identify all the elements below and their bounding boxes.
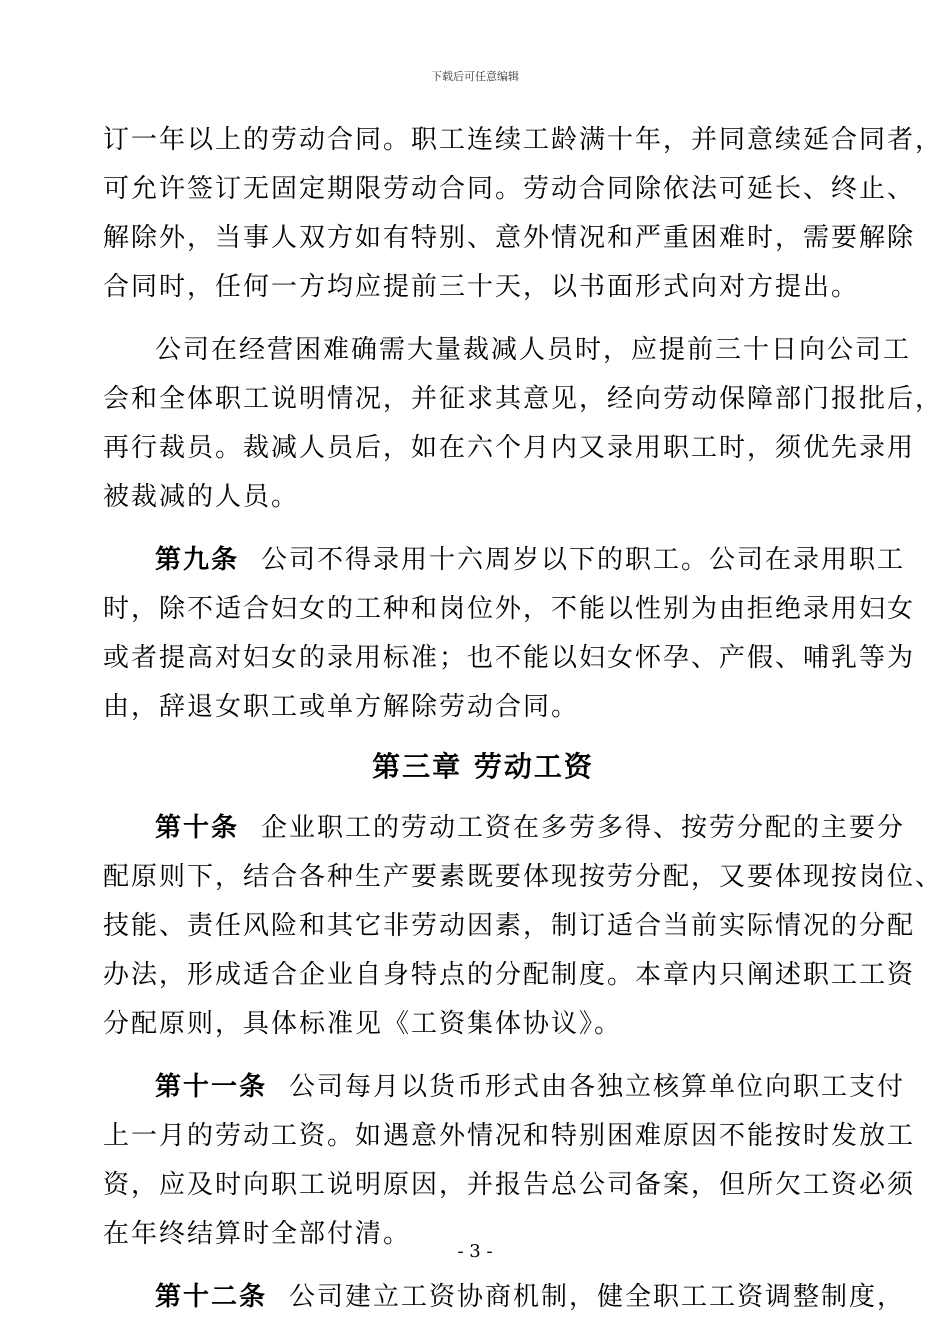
article-label: 第九条 — [155, 545, 240, 575]
article-label: 第十一条 — [155, 1072, 268, 1102]
text-line: 或者提高对妇女的录用标准；也不能以妇女怀孕、产假、哺乳等为 — [103, 643, 916, 673]
article-9 — [103, 536, 916, 732]
document-body — [103, 116, 944, 1322]
text-line: 公司在经营困难确需大量裁减人员时，应提前三十日向公司工 — [155, 335, 912, 365]
text-line: 被裁减的人员。 — [103, 482, 300, 512]
article-11 — [103, 1063, 916, 1259]
text-line — [103, 1063, 906, 1112]
text-line: 可允许签订无固定期限劳动合同。劳动合同除依法可延长、终止、 — [103, 174, 916, 204]
article-label: 第十二条 — [155, 1282, 268, 1312]
paragraph — [103, 116, 944, 312]
article-10 — [103, 804, 944, 1049]
text-line: 办法，形成适合企业自身特点的分配制度。本章内只阐述职工工资 — [103, 960, 916, 990]
text-line: 上一月的劳动工资。如遇意外情况和特别困难原因不能按时发放工 — [103, 1121, 916, 1151]
header-note: 下载后可任意编辑 — [431, 70, 519, 83]
text-line: 由，辞退女职工或单方解除劳动合同。 — [103, 692, 580, 722]
text-line: 时，除不适合妇女的工种和岗位外，不能以性别为由拒绝录用妇女 — [103, 594, 916, 624]
page-number: - 3 - — [457, 1241, 493, 1262]
article-text: 公司建立工资协商机制，健全职工工资调整制度， — [289, 1282, 906, 1312]
text-line: 再行裁员。裁减人员后，如在六个月内又录用职工时，须优先录用 — [103, 433, 916, 463]
text-line — [103, 1273, 906, 1322]
text-line: 合同时，任何一方均应提前三十天，以书面形式向对方提出。 — [103, 272, 860, 302]
article-text: 公司每月以货币形式由各独立核算单位向职工支付 — [289, 1072, 906, 1102]
text-line: 解除外，当事人双方如有特别、意外情况和严重困难时，需要解除 — [103, 223, 916, 253]
text-line: 在年终结算时全部付清。 — [103, 1219, 412, 1249]
article-text: 企业职工的劳动工资在多劳多得、按劳分配的主要分 — [261, 813, 906, 843]
text-line: 配原则下，结合各种生产要素既要体现按劳分配，又要体现按岗位、 — [103, 862, 944, 892]
text-line: 订一年以上的劳动合同。职工连续工龄满十年，并同意续延合同者， — [103, 125, 944, 155]
article-12 — [103, 1273, 906, 1322]
paragraph — [103, 326, 944, 522]
text-line: 技能、责任风险和其它非劳动因素，制订适合当前实际情况的分配 — [103, 911, 916, 941]
chapter-heading: 第三章 劳动工资 — [372, 750, 594, 783]
article-text: 公司不得录用十六周岁以下的职工。公司在录用职工 — [261, 545, 906, 575]
text-line: 会和全体职工说明情况，并征求其意见，经向劳动保障部门报批后， — [103, 384, 944, 414]
text-line: 分配原则，具体标准见《工资集体协议》。 — [103, 1009, 623, 1039]
text-line — [103, 804, 906, 853]
article-label: 第十条 — [155, 813, 240, 843]
text-line — [103, 536, 906, 585]
text-line: 资，应及时向职工说明原因，并报告总公司备案，但所欠工资必须 — [103, 1170, 916, 1200]
